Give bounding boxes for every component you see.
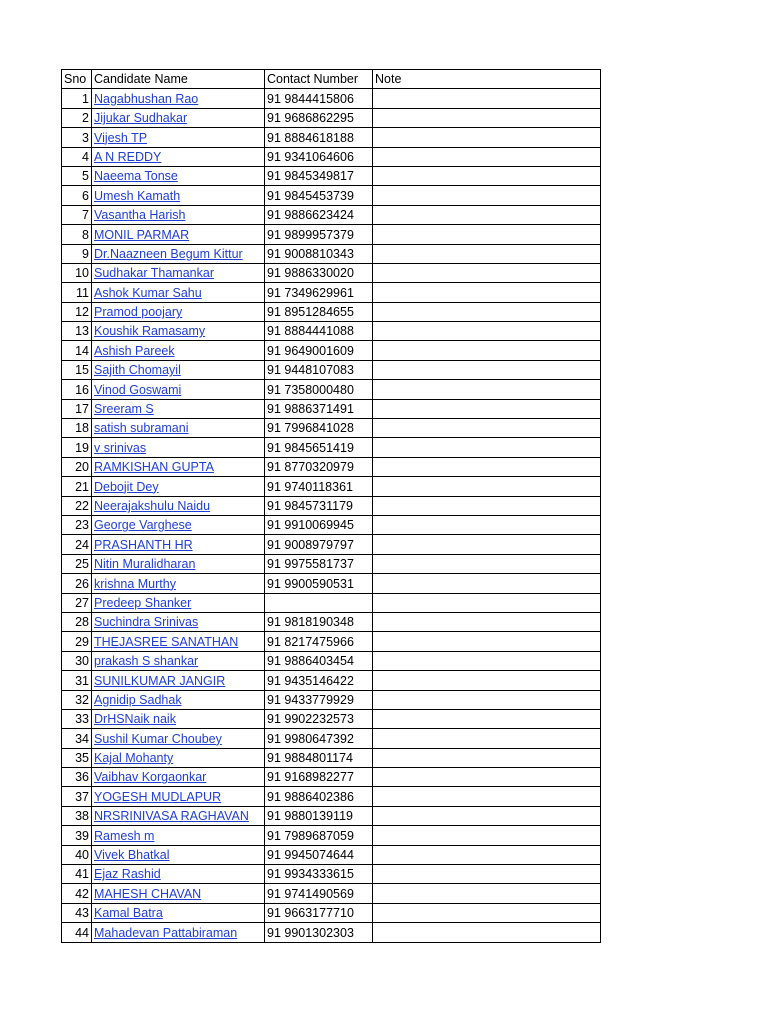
row-candidate-cell bbox=[92, 923, 265, 942]
row-contact-number: 91 9886403454 bbox=[265, 651, 373, 670]
row-candidate-cell bbox=[92, 341, 265, 360]
row-contact-number: 91 8217475966 bbox=[265, 632, 373, 651]
row-note bbox=[373, 865, 601, 884]
candidate-name-link[interactable]: prakash S shankar bbox=[94, 654, 199, 669]
row-candidate-cell bbox=[92, 457, 265, 476]
row-candidate-cell bbox=[92, 263, 265, 282]
table-row bbox=[62, 865, 601, 884]
row-candidate-cell bbox=[92, 477, 265, 496]
table-row bbox=[62, 826, 601, 845]
row-sno: 6 bbox=[62, 186, 92, 205]
row-candidate-cell bbox=[92, 515, 265, 534]
row-sno: 1 bbox=[62, 89, 92, 108]
row-note bbox=[373, 399, 601, 418]
row-candidate-cell bbox=[92, 865, 265, 884]
row-contact-number: 91 7989687059 bbox=[265, 826, 373, 845]
row-candidate-cell bbox=[92, 186, 265, 205]
row-contact-number: 91 9934333615 bbox=[265, 865, 373, 884]
row-candidate-cell bbox=[92, 554, 265, 573]
row-sno: 9 bbox=[62, 244, 92, 263]
row-sno: 4 bbox=[62, 147, 92, 166]
table-row bbox=[62, 554, 601, 573]
row-contact-number: 91 9741490569 bbox=[265, 884, 373, 903]
candidate-name-link[interactable]: Sudhakar Thamankar bbox=[94, 266, 214, 281]
row-note bbox=[373, 787, 601, 806]
row-contact-number: 91 9845349817 bbox=[265, 166, 373, 185]
row-candidate-cell bbox=[92, 768, 265, 787]
candidate-table bbox=[61, 69, 601, 943]
row-sno: 10 bbox=[62, 263, 92, 282]
row-sno: 28 bbox=[62, 612, 92, 631]
table-row bbox=[62, 632, 601, 651]
row-sno: 21 bbox=[62, 477, 92, 496]
row-sno: 44 bbox=[62, 923, 92, 942]
candidate-name-link[interactable]: RAMKISHAN GUPTA bbox=[94, 460, 214, 475]
header-note: Note bbox=[373, 70, 601, 89]
row-sno: 11 bbox=[62, 283, 92, 302]
candidate-name-link[interactable]: A N REDDY bbox=[94, 149, 162, 164]
row-note bbox=[373, 806, 601, 825]
row-candidate-cell bbox=[92, 787, 265, 806]
row-sno: 41 bbox=[62, 865, 92, 884]
row-candidate-cell bbox=[92, 128, 265, 147]
row-sno: 43 bbox=[62, 903, 92, 922]
table-row bbox=[62, 884, 601, 903]
row-candidate-cell bbox=[92, 419, 265, 438]
row-contact-number: 91 9844415806 bbox=[265, 89, 373, 108]
row-note bbox=[373, 438, 601, 457]
candidate-name-link[interactable]: Debojit Dey bbox=[94, 479, 159, 494]
row-contact-number: 91 9975581737 bbox=[265, 554, 373, 573]
row-sno: 27 bbox=[62, 593, 92, 612]
candidate-name-link[interactable]: NRSRINIVASA RAGHAVAN bbox=[94, 809, 249, 824]
row-sno: 15 bbox=[62, 360, 92, 379]
row-note bbox=[373, 263, 601, 282]
row-sno: 20 bbox=[62, 457, 92, 476]
table-row bbox=[62, 419, 601, 438]
row-candidate-cell bbox=[92, 612, 265, 631]
row-contact-number: 91 8884441088 bbox=[265, 322, 373, 341]
table-row bbox=[62, 671, 601, 690]
row-sno: 13 bbox=[62, 322, 92, 341]
row-contact-number: 91 9008810343 bbox=[265, 244, 373, 263]
candidate-name-link[interactable]: Mahadevan Pattabiraman bbox=[94, 925, 238, 940]
row-note bbox=[373, 768, 601, 787]
candidate-name-link[interactable]: Sajith Chomayil bbox=[94, 363, 181, 378]
row-contact-number: 91 9845731179 bbox=[265, 496, 373, 515]
row-note bbox=[373, 360, 601, 379]
row-contact-number: 91 9880139119 bbox=[265, 806, 373, 825]
table-row bbox=[62, 108, 601, 127]
table-row bbox=[62, 535, 601, 554]
candidate-name-link[interactable]: Kajal Mohanty bbox=[94, 751, 174, 766]
row-candidate-cell bbox=[92, 593, 265, 612]
table-row bbox=[62, 515, 601, 534]
row-sno: 37 bbox=[62, 787, 92, 806]
header-contact-number: Contact Number bbox=[265, 70, 373, 89]
row-sno: 39 bbox=[62, 826, 92, 845]
row-contact-number: 91 9902232573 bbox=[265, 709, 373, 728]
table-row bbox=[62, 283, 601, 302]
row-candidate-cell bbox=[92, 690, 265, 709]
row-candidate-cell bbox=[92, 671, 265, 690]
candidate-name-link[interactable]: George Varghese bbox=[94, 518, 192, 533]
candidate-name-link[interactable]: Kamal Batra bbox=[94, 906, 163, 921]
candidate-name-link[interactable]: Naeema Tonse bbox=[94, 169, 178, 184]
row-candidate-cell bbox=[92, 826, 265, 845]
row-candidate-cell bbox=[92, 360, 265, 379]
table-row bbox=[62, 845, 601, 864]
candidate-name-link[interactable]: Neerajakshulu Naidu bbox=[94, 498, 211, 513]
candidate-name-link[interactable]: Jijukar Sudhakar bbox=[94, 111, 188, 126]
row-sno: 18 bbox=[62, 419, 92, 438]
row-candidate-cell bbox=[92, 806, 265, 825]
row-contact-number: 91 9980647392 bbox=[265, 729, 373, 748]
row-note bbox=[373, 554, 601, 573]
row-candidate-cell bbox=[92, 283, 265, 302]
row-note bbox=[373, 108, 601, 127]
candidate-name-link[interactable]: MONIL PARMAR bbox=[94, 227, 190, 242]
table-row bbox=[62, 438, 601, 457]
header-row bbox=[62, 70, 601, 89]
row-candidate-cell bbox=[92, 651, 265, 670]
table-row bbox=[62, 477, 601, 496]
row-contact-number bbox=[265, 593, 373, 612]
row-note bbox=[373, 845, 601, 864]
candidate-name-link[interactable]: SUNILKUMAR JANGIR bbox=[94, 673, 226, 688]
table-row bbox=[62, 322, 601, 341]
table-row bbox=[62, 457, 601, 476]
row-note bbox=[373, 632, 601, 651]
row-candidate-cell bbox=[92, 147, 265, 166]
row-sno: 35 bbox=[62, 748, 92, 767]
table-row bbox=[62, 225, 601, 244]
row-sno: 34 bbox=[62, 729, 92, 748]
row-note bbox=[373, 283, 601, 302]
candidate-name-link[interactable]: DrHSNaik naik bbox=[94, 712, 176, 727]
row-note bbox=[373, 651, 601, 670]
row-note bbox=[373, 884, 601, 903]
row-note bbox=[373, 341, 601, 360]
candidate-name-link[interactable]: Umesh Kamath bbox=[94, 188, 181, 203]
row-contact-number: 91 9900590531 bbox=[265, 574, 373, 593]
candidate-name-link[interactable]: Nagabhushan Rao bbox=[94, 91, 199, 106]
table-row bbox=[62, 496, 601, 515]
row-candidate-cell bbox=[92, 244, 265, 263]
candidate-name-link[interactable]: Suchindra Srinivas bbox=[94, 615, 199, 630]
candidate-name-link[interactable]: Sreeram S bbox=[94, 402, 154, 417]
row-candidate-cell bbox=[92, 399, 265, 418]
row-note bbox=[373, 166, 601, 185]
table-row bbox=[62, 593, 601, 612]
table-row bbox=[62, 690, 601, 709]
row-note bbox=[373, 380, 601, 399]
table-row bbox=[62, 128, 601, 147]
row-sno: 25 bbox=[62, 554, 92, 573]
table-row bbox=[62, 380, 601, 399]
candidate-name-link[interactable]: Vaibhav Korgaonkar bbox=[94, 770, 207, 785]
table-row bbox=[62, 399, 601, 418]
candidate-name-link[interactable]: Ejaz Rashid bbox=[94, 867, 161, 882]
row-contact-number: 91 9901302303 bbox=[265, 923, 373, 942]
table-row bbox=[62, 709, 601, 728]
candidate-name-link[interactable]: Koushik Ramasamy bbox=[94, 324, 206, 339]
header-sno: Sno bbox=[62, 70, 92, 89]
table-row bbox=[62, 341, 601, 360]
row-contact-number: 91 8951284655 bbox=[265, 302, 373, 321]
row-sno: 23 bbox=[62, 515, 92, 534]
row-candidate-cell bbox=[92, 729, 265, 748]
row-candidate-cell bbox=[92, 535, 265, 554]
row-sno: 12 bbox=[62, 302, 92, 321]
row-sno: 36 bbox=[62, 768, 92, 787]
row-note bbox=[373, 535, 601, 554]
row-candidate-cell bbox=[92, 709, 265, 728]
row-note bbox=[373, 302, 601, 321]
candidate-name-link[interactable]: Ramesh m bbox=[94, 828, 155, 843]
row-candidate-cell bbox=[92, 438, 265, 457]
table-row bbox=[62, 360, 601, 379]
row-note bbox=[373, 477, 601, 496]
row-candidate-cell bbox=[92, 322, 265, 341]
candidate-name-link[interactable]: Sushil Kumar Choubey bbox=[94, 731, 222, 746]
row-candidate-cell bbox=[92, 632, 265, 651]
candidate-name-link[interactable]: MAHESH CHAVAN bbox=[94, 886, 202, 901]
candidate-name-link[interactable]: YOGESH MUDLAPUR bbox=[94, 789, 222, 804]
row-sno: 16 bbox=[62, 380, 92, 399]
row-contact-number: 91 7349629961 bbox=[265, 283, 373, 302]
row-sno: 5 bbox=[62, 166, 92, 185]
row-candidate-cell bbox=[92, 380, 265, 399]
row-sno: 7 bbox=[62, 205, 92, 224]
table-row bbox=[62, 186, 601, 205]
row-sno: 38 bbox=[62, 806, 92, 825]
candidate-name-link[interactable]: Ashok Kumar Sahu bbox=[94, 285, 202, 300]
row-note bbox=[373, 903, 601, 922]
candidate-name-link[interactable]: Vivek Bhatkal bbox=[94, 848, 170, 863]
candidate-name-link[interactable]: Predeep Shanker bbox=[94, 595, 192, 610]
table-row bbox=[62, 806, 601, 825]
candidate-name-link[interactable]: Agnidip Sadhak bbox=[94, 692, 182, 707]
row-sno: 14 bbox=[62, 341, 92, 360]
row-sno: 29 bbox=[62, 632, 92, 651]
row-candidate-cell bbox=[92, 108, 265, 127]
row-contact-number: 91 9008979797 bbox=[265, 535, 373, 554]
row-note bbox=[373, 612, 601, 631]
row-contact-number: 91 9886330020 bbox=[265, 263, 373, 282]
row-note bbox=[373, 205, 601, 224]
row-sno: 26 bbox=[62, 574, 92, 593]
row-note bbox=[373, 186, 601, 205]
row-note bbox=[373, 671, 601, 690]
row-note bbox=[373, 709, 601, 728]
row-note bbox=[373, 496, 601, 515]
row-note bbox=[373, 147, 601, 166]
row-sno: 42 bbox=[62, 884, 92, 903]
row-note bbox=[373, 89, 601, 108]
candidate-name-link[interactable]: satish subramani bbox=[94, 421, 189, 436]
table-row bbox=[62, 651, 601, 670]
row-candidate-cell bbox=[92, 205, 265, 224]
row-contact-number: 91 9845651419 bbox=[265, 438, 373, 457]
row-candidate-cell bbox=[92, 884, 265, 903]
row-candidate-cell bbox=[92, 574, 265, 593]
row-note bbox=[373, 515, 601, 534]
table-row bbox=[62, 903, 601, 922]
candidate-name-link[interactable]: Pramod poojary bbox=[94, 305, 183, 320]
row-candidate-cell bbox=[92, 496, 265, 515]
row-contact-number: 91 9686862295 bbox=[265, 108, 373, 127]
table-body bbox=[62, 89, 601, 942]
row-contact-number: 91 9663177710 bbox=[265, 903, 373, 922]
row-contact-number: 91 9433779929 bbox=[265, 690, 373, 709]
row-sno: 8 bbox=[62, 225, 92, 244]
row-contact-number: 91 9886623424 bbox=[265, 205, 373, 224]
table-row bbox=[62, 612, 601, 631]
row-note bbox=[373, 690, 601, 709]
table-row bbox=[62, 748, 601, 767]
row-candidate-cell bbox=[92, 166, 265, 185]
row-candidate-cell bbox=[92, 225, 265, 244]
row-note bbox=[373, 457, 601, 476]
row-candidate-cell bbox=[92, 89, 265, 108]
row-note bbox=[373, 748, 601, 767]
header-candidate-name: Candidate Name bbox=[92, 70, 265, 89]
row-sno: 40 bbox=[62, 845, 92, 864]
candidate-name-link[interactable]: Nitin Muralidharan bbox=[94, 557, 196, 572]
row-sno: 3 bbox=[62, 128, 92, 147]
row-contact-number: 91 9884801174 bbox=[265, 748, 373, 767]
candidate-name-link[interactable]: Vasantha Harish bbox=[94, 208, 186, 223]
row-contact-number: 91 8884618188 bbox=[265, 128, 373, 147]
table-row bbox=[62, 205, 601, 224]
row-candidate-cell bbox=[92, 903, 265, 922]
row-contact-number: 91 9435146422 bbox=[265, 671, 373, 690]
row-sno: 22 bbox=[62, 496, 92, 515]
row-note bbox=[373, 574, 601, 593]
table-row bbox=[62, 244, 601, 263]
table-row bbox=[62, 923, 601, 942]
row-candidate-cell bbox=[92, 748, 265, 767]
row-note bbox=[373, 729, 601, 748]
candidate-name-link[interactable]: Vinod Goswami bbox=[94, 382, 182, 397]
row-contact-number: 91 9341064606 bbox=[265, 147, 373, 166]
row-contact-number: 91 9818190348 bbox=[265, 612, 373, 631]
row-note bbox=[373, 225, 601, 244]
candidate-name-link[interactable]: PRASHANTH HR bbox=[94, 537, 193, 552]
row-contact-number: 91 9899957379 bbox=[265, 225, 373, 244]
row-sno: 24 bbox=[62, 535, 92, 554]
row-sno: 31 bbox=[62, 671, 92, 690]
candidate-name-link[interactable]: Vijesh TP bbox=[94, 130, 148, 145]
table-row bbox=[62, 787, 601, 806]
row-contact-number: 91 9886371491 bbox=[265, 399, 373, 418]
table-row bbox=[62, 147, 601, 166]
row-contact-number: 91 9740118361 bbox=[265, 477, 373, 496]
row-note bbox=[373, 593, 601, 612]
row-contact-number: 91 9945074644 bbox=[265, 845, 373, 864]
row-contact-number: 91 9886402386 bbox=[265, 787, 373, 806]
table-row bbox=[62, 729, 601, 748]
candidate-name-link[interactable]: krishna Murthy bbox=[94, 576, 176, 591]
row-contact-number: 91 9910069945 bbox=[265, 515, 373, 534]
row-contact-number: 91 9649001609 bbox=[265, 341, 373, 360]
table-row bbox=[62, 574, 601, 593]
row-note bbox=[373, 826, 601, 845]
row-note bbox=[373, 322, 601, 341]
table-row bbox=[62, 263, 601, 282]
row-sno: 33 bbox=[62, 709, 92, 728]
row-note bbox=[373, 244, 601, 263]
row-sno: 30 bbox=[62, 651, 92, 670]
candidate-name-link[interactable]: Dr.Naazneen Begum Kittur bbox=[94, 246, 243, 261]
row-sno: 2 bbox=[62, 108, 92, 127]
row-contact-number: 91 7358000480 bbox=[265, 380, 373, 399]
row-contact-number: 91 9168982277 bbox=[265, 768, 373, 787]
row-contact-number: 91 9845453739 bbox=[265, 186, 373, 205]
row-contact-number: 91 9448107083 bbox=[265, 360, 373, 379]
candidate-name-link[interactable]: v srinivas bbox=[94, 440, 147, 455]
row-candidate-cell bbox=[92, 845, 265, 864]
row-sno: 19 bbox=[62, 438, 92, 457]
row-candidate-cell bbox=[92, 302, 265, 321]
table-row bbox=[62, 302, 601, 321]
table-row bbox=[62, 89, 601, 108]
row-contact-number: 91 8770320979 bbox=[265, 457, 373, 476]
row-note bbox=[373, 128, 601, 147]
row-sno: 17 bbox=[62, 399, 92, 418]
candidate-name-link[interactable]: Ashish Pareek bbox=[94, 343, 175, 358]
candidate-name-link[interactable]: THEJASREE SANATHAN bbox=[94, 634, 239, 649]
row-contact-number: 91 7996841028 bbox=[265, 419, 373, 438]
table-row bbox=[62, 768, 601, 787]
table-row bbox=[62, 166, 601, 185]
row-sno: 32 bbox=[62, 690, 92, 709]
row-note bbox=[373, 419, 601, 438]
row-note bbox=[373, 923, 601, 942]
